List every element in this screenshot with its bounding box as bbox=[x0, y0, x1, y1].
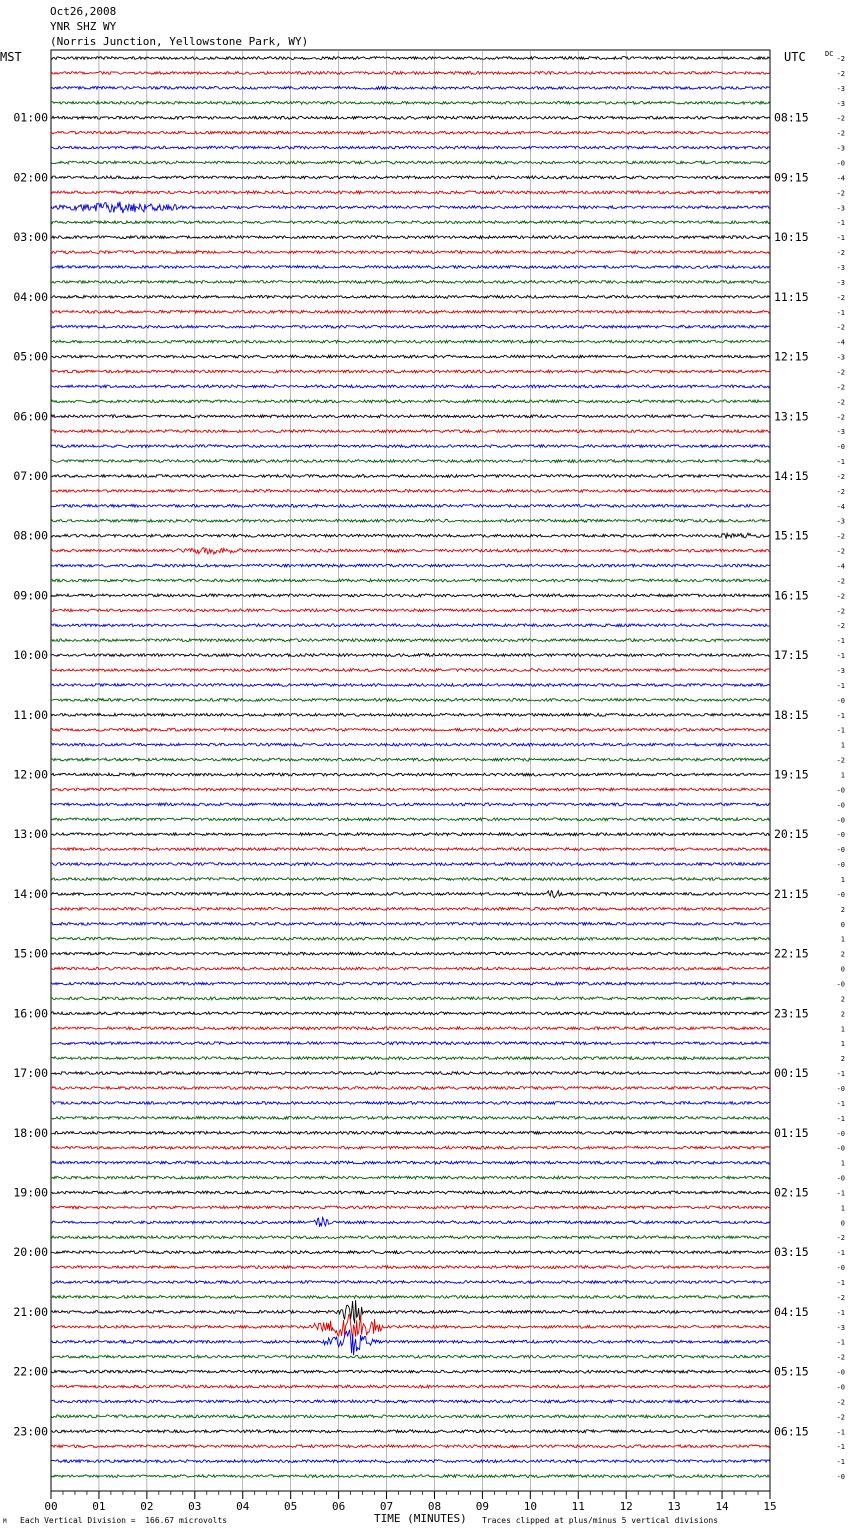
seismic-trace bbox=[51, 475, 770, 478]
dc-offset-label: 2 bbox=[840, 1055, 845, 1064]
dc-offset-label: 0 bbox=[840, 920, 845, 929]
dc-offset-label: -0 bbox=[836, 890, 845, 899]
dc-offset-label: -0 bbox=[836, 1084, 845, 1093]
seismic-trace bbox=[51, 1415, 770, 1418]
seismic-trace bbox=[51, 1400, 770, 1403]
seismic-trace bbox=[51, 609, 770, 612]
right-hour-label: 16:15 bbox=[774, 588, 809, 603]
right-hour-label: 02:15 bbox=[774, 1185, 809, 1200]
left-hour-label: 13:00 bbox=[13, 827, 48, 842]
seismic-trace bbox=[51, 788, 770, 791]
record-date: Oct26,2008 bbox=[50, 5, 117, 18]
seismic-trace bbox=[51, 579, 770, 582]
dc-offset-label: -1 bbox=[836, 1338, 845, 1347]
dc-offset-label: -0 bbox=[836, 801, 845, 810]
seismic-trace bbox=[51, 460, 770, 463]
x-tick-label: 06 bbox=[331, 1500, 346, 1513]
seismic-trace bbox=[51, 699, 770, 702]
seismic-trace bbox=[51, 669, 770, 672]
dc-offset-label: -2 bbox=[836, 323, 845, 332]
seismic-trace bbox=[51, 1385, 770, 1388]
dc-offset-label: 2 bbox=[840, 1010, 845, 1019]
dc-offset-label: -0 bbox=[836, 861, 845, 870]
seismic-trace bbox=[51, 878, 770, 881]
dc-offset-label: -2 bbox=[836, 1293, 845, 1302]
left-hour-label: 09:00 bbox=[13, 588, 48, 603]
dc-offset-label: 1 bbox=[840, 935, 845, 944]
seismic-trace bbox=[51, 355, 770, 358]
dc-offset-label: -3 bbox=[836, 84, 845, 93]
x-tick-label: 01 bbox=[92, 1500, 106, 1513]
seismic-trace bbox=[51, 1131, 770, 1134]
seismic-trace bbox=[51, 57, 770, 60]
dc-offset-label: -2 bbox=[836, 532, 845, 541]
dc-offset-label: -0 bbox=[836, 443, 845, 452]
seismic-trace bbox=[51, 1027, 770, 1030]
seismic-trace bbox=[51, 490, 770, 493]
seismic-trace bbox=[51, 1102, 770, 1105]
dc-offset-label: -1 bbox=[836, 1189, 845, 1198]
dc-offset-label: -2 bbox=[836, 383, 845, 392]
seismic-trace bbox=[51, 1300, 770, 1323]
seismic-trace bbox=[51, 251, 770, 254]
dc-offset-label: -1 bbox=[836, 681, 845, 690]
seismic-trace bbox=[51, 1236, 770, 1239]
dc-offset-label: -2 bbox=[836, 413, 845, 422]
seismic-trace bbox=[51, 266, 770, 269]
seismic-trace bbox=[51, 161, 770, 164]
right-hour-label: 12:15 bbox=[774, 349, 809, 364]
seismic-trace bbox=[51, 654, 770, 657]
x-tick-label: 13 bbox=[667, 1500, 681, 1513]
left-hour-label: 14:00 bbox=[13, 886, 48, 901]
dc-offset-label: 1 bbox=[840, 1040, 845, 1049]
dc-offset-label: -1 bbox=[836, 637, 845, 646]
right-hour-label: 10:15 bbox=[774, 230, 809, 245]
seismic-trace bbox=[51, 1315, 770, 1340]
seismic-trace bbox=[51, 684, 770, 687]
seismic-trace bbox=[51, 281, 770, 284]
dc-offset-label: -1 bbox=[836, 1458, 845, 1467]
dc-offset-label: -2 bbox=[836, 607, 845, 616]
dc-offset-label: 1 bbox=[840, 741, 845, 750]
seismic-trace bbox=[51, 967, 770, 970]
seismic-trace bbox=[51, 191, 770, 194]
seismic-trace bbox=[51, 445, 770, 448]
seismic-trace bbox=[51, 594, 770, 597]
seismic-trace bbox=[51, 1057, 770, 1060]
seismic-trace bbox=[51, 1116, 770, 1119]
dc-offset-label: -2 bbox=[836, 189, 845, 198]
seismic-trace bbox=[51, 116, 770, 119]
right-hour-label: 18:15 bbox=[774, 707, 809, 722]
dc-offset-label: -2 bbox=[836, 249, 845, 258]
seismic-trace bbox=[51, 863, 770, 866]
left-hour-label: 02:00 bbox=[13, 170, 48, 185]
left-hour-label: 18:00 bbox=[13, 1125, 48, 1140]
right-hour-label: 11:15 bbox=[774, 289, 809, 304]
seismic-trace bbox=[51, 1146, 770, 1149]
dc-offset-label: -0 bbox=[836, 1174, 845, 1183]
dc-offset-label: -2 bbox=[836, 592, 845, 601]
seismic-trace bbox=[51, 504, 770, 507]
left-hour-label: 12:00 bbox=[13, 767, 48, 782]
dc-offset-label: -2 bbox=[836, 622, 845, 631]
seismic-trace bbox=[51, 728, 770, 731]
dc-offset-label: -1 bbox=[836, 458, 845, 467]
left-hour-label: 01:00 bbox=[13, 110, 48, 125]
seismic-trace bbox=[51, 1330, 770, 1356]
dc-offset-label: -2 bbox=[836, 487, 845, 496]
clip-note: Traces clipped at plus/minus 5 vertical divisions bbox=[482, 1516, 719, 1525]
left-hour-label: 22:00 bbox=[13, 1364, 48, 1379]
left-hour-label: 11:00 bbox=[13, 707, 48, 722]
left-hour-label: 10:00 bbox=[13, 648, 48, 663]
x-tick-label: 08 bbox=[427, 1500, 442, 1513]
dc-offset-label: -3 bbox=[836, 667, 845, 676]
dc-offset-label: -1 bbox=[836, 308, 845, 317]
dc-offset-label: -1 bbox=[836, 1308, 845, 1317]
dc-offset-label: -4 bbox=[836, 562, 845, 571]
left-hour-label: 08:00 bbox=[13, 528, 48, 543]
dc-offset-label: -2 bbox=[836, 547, 845, 556]
dc-offset-label: -3 bbox=[836, 1323, 845, 1332]
seismic-trace bbox=[51, 221, 770, 224]
right-timezone-label: UTC bbox=[784, 50, 806, 64]
left-hour-label: 15:00 bbox=[13, 946, 48, 961]
seismic-trace bbox=[51, 713, 770, 716]
x-tick-label: 15 bbox=[763, 1500, 777, 1513]
seismic-trace bbox=[51, 533, 770, 539]
dc-offset-label: -2 bbox=[836, 1413, 845, 1422]
dc-offset-label: 2 bbox=[840, 950, 845, 959]
left-hour-label: 19:00 bbox=[13, 1185, 48, 1200]
left-hour-label: 23:00 bbox=[13, 1424, 48, 1439]
right-hour-label: 05:15 bbox=[774, 1364, 809, 1379]
left-hour-label: 16:00 bbox=[13, 1006, 48, 1021]
x-tick-label: 09 bbox=[475, 1500, 490, 1513]
seismic-trace bbox=[51, 1012, 770, 1015]
dc-offset-label: 1 bbox=[840, 875, 845, 884]
seismic-trace bbox=[51, 1370, 770, 1373]
left-hour-label: 17:00 bbox=[13, 1066, 48, 1081]
dc-offset-label: -2 bbox=[836, 756, 845, 765]
seismic-trace bbox=[51, 833, 770, 836]
dc-offset-label: -0 bbox=[836, 159, 845, 168]
dc-offset-label: -1 bbox=[836, 219, 845, 228]
dc-offset-label: -1 bbox=[836, 234, 845, 243]
seismic-trace bbox=[51, 1191, 770, 1194]
dc-offset-label: -1 bbox=[836, 1249, 845, 1258]
dc-offset-label: -0 bbox=[836, 786, 845, 795]
dc-offset-label: -2 bbox=[836, 1234, 845, 1243]
x-tick-label: 11 bbox=[571, 1500, 585, 1513]
seismic-trace bbox=[51, 818, 770, 821]
seismic-trace bbox=[51, 564, 770, 567]
seismic-trace bbox=[51, 1281, 770, 1284]
dc-offset-label: -2 bbox=[836, 577, 845, 586]
seismic-trace bbox=[51, 743, 770, 746]
dc-offset-label: -2 bbox=[836, 398, 845, 407]
station-code: YNR SHZ WY bbox=[50, 20, 117, 33]
right-hour-label: 00:15 bbox=[774, 1066, 809, 1081]
dc-offset-label: -4 bbox=[836, 502, 845, 511]
dc-offset-label: -2 bbox=[836, 129, 845, 138]
left-hour-label: 05:00 bbox=[13, 349, 48, 364]
dc-offset-label: -2 bbox=[836, 114, 845, 123]
x-tick-label: 03 bbox=[188, 1500, 202, 1513]
seismic-trace bbox=[51, 370, 770, 373]
dc-offset-label: 1 bbox=[840, 771, 845, 780]
seismic-trace bbox=[51, 131, 770, 134]
dc-offset-label: -3 bbox=[836, 353, 845, 362]
dc-offset-label: -0 bbox=[836, 1473, 845, 1482]
dc-offset-label: -4 bbox=[836, 174, 845, 183]
dc-offset-label: -2 bbox=[836, 1353, 845, 1362]
dc-offset-label: -1 bbox=[836, 1428, 845, 1437]
right-hour-label: 03:15 bbox=[774, 1245, 809, 1260]
dc-offset-label: -0 bbox=[836, 1264, 845, 1273]
seismic-trace bbox=[51, 385, 770, 388]
dc-offset-label: -1 bbox=[836, 1443, 845, 1452]
right-hour-label: 06:15 bbox=[774, 1424, 809, 1439]
x-axis-title: TIME (MINUTES) bbox=[374, 1512, 467, 1525]
seismic-trace bbox=[51, 891, 770, 898]
seismic-trace bbox=[51, 146, 770, 149]
seismic-trace bbox=[51, 1042, 770, 1045]
dc-offset-label: -0 bbox=[836, 816, 845, 825]
dc-offset-label: -1 bbox=[836, 652, 845, 661]
seismic-trace bbox=[51, 1176, 770, 1179]
dc-offset-label: -3 bbox=[836, 278, 845, 287]
dc-offset-label: -0 bbox=[836, 1383, 845, 1392]
seismic-trace bbox=[51, 1460, 770, 1463]
left-hour-label: 04:00 bbox=[13, 289, 48, 304]
x-tick-label: 14 bbox=[715, 1500, 729, 1513]
x-tick-label: 05 bbox=[284, 1500, 298, 1513]
right-hour-label: 17:15 bbox=[774, 648, 809, 663]
dc-offset-label: -3 bbox=[836, 204, 845, 213]
dc-offset-label: -1 bbox=[836, 1114, 845, 1123]
seismic-trace bbox=[51, 295, 770, 298]
x-tick-label: 04 bbox=[236, 1500, 250, 1513]
seismic-trace bbox=[51, 1445, 770, 1448]
seismic-trace bbox=[51, 415, 770, 418]
seismic-trace bbox=[51, 87, 770, 90]
seismic-trace bbox=[51, 997, 770, 1000]
right-hour-label: 21:15 bbox=[774, 886, 809, 901]
dc-offset-label: 0 bbox=[840, 965, 845, 974]
right-hour-label: 23:15 bbox=[774, 1006, 809, 1021]
dc-offset-label: 1 bbox=[840, 1204, 845, 1213]
dc-offset-label: -2 bbox=[836, 368, 845, 377]
right-hour-label: 19:15 bbox=[774, 767, 809, 782]
dc-offset-label: 0 bbox=[840, 1219, 845, 1228]
seismic-trace bbox=[51, 202, 770, 214]
left-hour-label: 03:00 bbox=[13, 230, 48, 245]
dc-offset-label: -1 bbox=[836, 1070, 845, 1079]
seismic-trace bbox=[51, 325, 770, 328]
seismic-trace bbox=[51, 1161, 770, 1164]
right-hour-label: 09:15 bbox=[774, 170, 809, 185]
dc-offset-label: -2 bbox=[836, 55, 845, 63]
left-hour-label: 20:00 bbox=[13, 1245, 48, 1260]
dc-label: DC bbox=[825, 50, 834, 58]
seismic-trace bbox=[51, 1206, 770, 1209]
seismic-trace bbox=[51, 1355, 770, 1358]
dc-offset-label: -3 bbox=[836, 428, 845, 437]
seismic-trace bbox=[51, 982, 770, 985]
dc-offset-label: 2 bbox=[840, 995, 845, 1004]
seismic-trace bbox=[51, 430, 770, 433]
seismic-trace bbox=[51, 1430, 770, 1433]
left-timezone-label: MST bbox=[0, 50, 22, 64]
right-hour-label: 15:15 bbox=[774, 528, 809, 543]
seismic-trace bbox=[51, 773, 770, 776]
seismic-trace bbox=[51, 639, 770, 642]
seismic-trace bbox=[51, 101, 770, 104]
seismic-trace bbox=[51, 1217, 770, 1227]
dc-offset-label: -0 bbox=[836, 980, 845, 989]
seismic-trace bbox=[51, 1087, 770, 1090]
seismic-trace bbox=[51, 400, 770, 403]
right-hour-label: 14:15 bbox=[774, 468, 809, 483]
dc-offset-label: -0 bbox=[836, 1144, 845, 1153]
seismic-trace bbox=[51, 1266, 770, 1269]
seismic-trace bbox=[51, 340, 770, 343]
seismic-trace bbox=[51, 1072, 770, 1075]
dc-offset-label: 1 bbox=[840, 1025, 845, 1034]
seismic-trace bbox=[51, 922, 770, 925]
x-tick-label: 12 bbox=[619, 1500, 633, 1513]
dc-offset-label: -0 bbox=[836, 1368, 845, 1377]
dc-offset-label: -0 bbox=[836, 846, 845, 855]
seismic-trace bbox=[51, 72, 770, 75]
seismic-trace bbox=[51, 848, 770, 851]
left-hour-label: 21:00 bbox=[13, 1304, 48, 1319]
dc-offset-label: -1 bbox=[836, 1279, 845, 1288]
right-hour-label: 04:15 bbox=[774, 1304, 809, 1319]
x-tick-label: 10 bbox=[523, 1500, 537, 1513]
dc-offset-label: -0 bbox=[836, 831, 845, 840]
x-tick-label: 00 bbox=[44, 1500, 58, 1513]
right-hour-label: 13:15 bbox=[774, 409, 809, 424]
dc-offset-label: -1 bbox=[836, 726, 845, 735]
right-hour-label: 20:15 bbox=[774, 827, 809, 842]
left-hour-label: 06:00 bbox=[13, 409, 48, 424]
dc-offset-label: -2 bbox=[836, 69, 845, 78]
x-tick-label: 07 bbox=[379, 1500, 394, 1513]
dc-offset-label: -3 bbox=[836, 263, 845, 272]
dc-offset-label: -1 bbox=[836, 1099, 845, 1108]
seismic-trace bbox=[51, 758, 770, 761]
dc-offset-label: -2 bbox=[836, 1398, 845, 1407]
seismic-trace bbox=[51, 176, 770, 179]
seismic-trace bbox=[51, 952, 770, 955]
seismic-trace bbox=[51, 236, 770, 239]
dc-offset-label: -3 bbox=[836, 144, 845, 153]
corner-mark: M bbox=[3, 1518, 7, 1525]
station-location: (Norris Junction, Yellowstone Park, WY) bbox=[50, 35, 309, 48]
x-tick-label: 02 bbox=[140, 1500, 154, 1513]
seismic-trace bbox=[51, 310, 770, 313]
right-hour-label: 01:15 bbox=[774, 1125, 809, 1140]
dc-offset-label: -0 bbox=[836, 1129, 845, 1138]
dc-offset-label: 2 bbox=[840, 905, 845, 914]
dc-offset-label: -4 bbox=[836, 338, 845, 347]
dc-offset-label: 1 bbox=[840, 1159, 845, 1168]
seismic-trace bbox=[51, 1475, 770, 1478]
seismic-trace bbox=[51, 937, 770, 940]
seismic-trace bbox=[51, 624, 770, 627]
right-hour-label: 08:15 bbox=[774, 110, 809, 125]
seismic-trace bbox=[51, 907, 770, 910]
dc-offset-label: -2 bbox=[836, 472, 845, 481]
dc-offset-label: -0 bbox=[836, 696, 845, 705]
dc-offset-label: -1 bbox=[836, 711, 845, 720]
left-hour-label: 07:00 bbox=[13, 468, 48, 483]
dc-offset-label: -3 bbox=[836, 99, 845, 108]
right-hour-label: 22:15 bbox=[774, 946, 809, 961]
seismic-trace bbox=[51, 519, 770, 522]
seismic-trace bbox=[51, 1296, 770, 1299]
dc-offset-label: -2 bbox=[836, 293, 845, 302]
scale-note: Each Vertical Division = 166.67 microvolts bbox=[20, 1516, 228, 1525]
seismic-trace bbox=[51, 548, 770, 554]
dc-offset-label: -3 bbox=[836, 517, 845, 526]
seismic-trace bbox=[51, 1251, 770, 1254]
seismic-trace bbox=[51, 803, 770, 806]
